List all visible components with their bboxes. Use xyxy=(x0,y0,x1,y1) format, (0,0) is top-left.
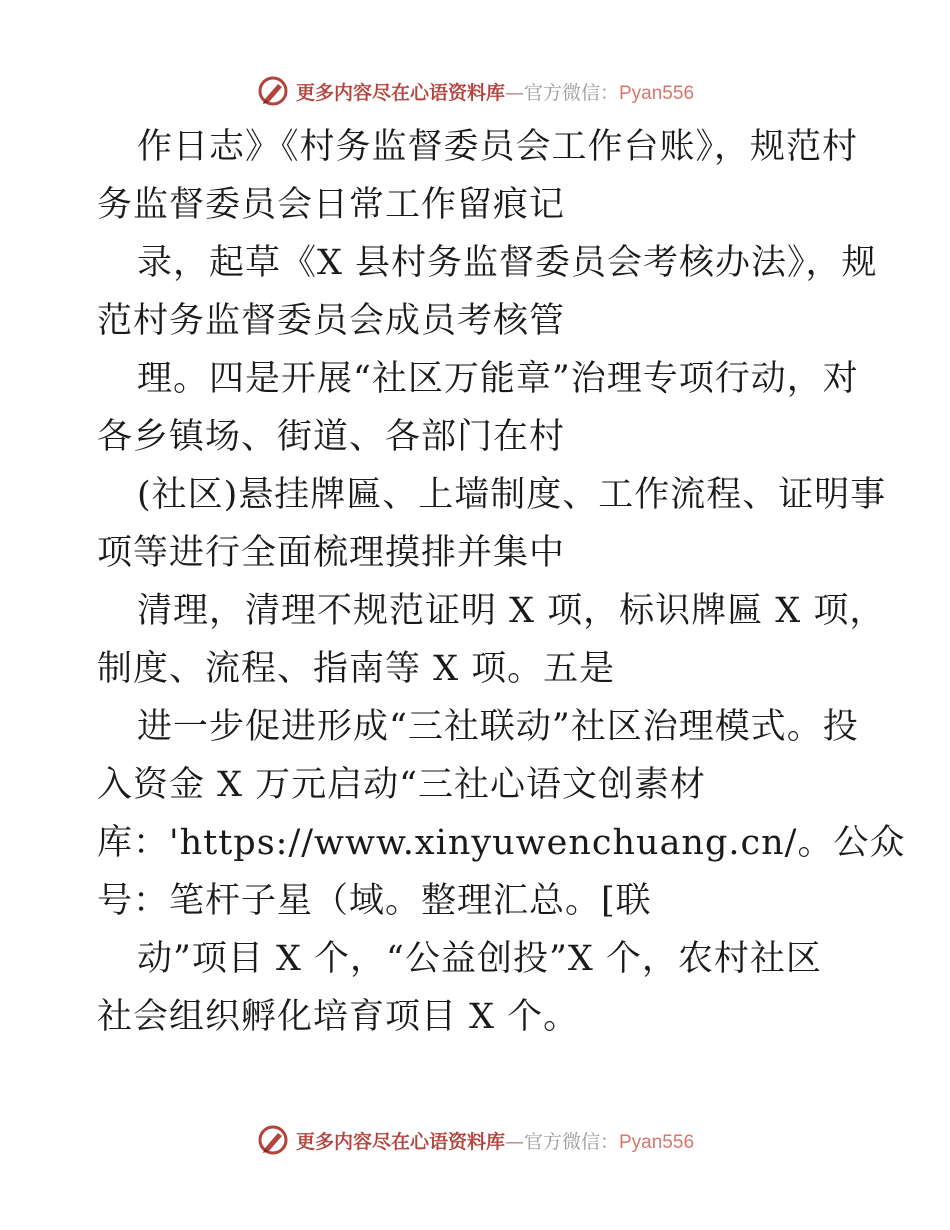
body-line: 入资金 X 万元启动“三社心语文创素材 xyxy=(97,765,707,805)
page-footer xyxy=(0,1120,950,1160)
page-header xyxy=(0,71,950,111)
body-line: 动”项目 X 个，“公益创投”X 个，农村社区 xyxy=(137,939,822,979)
pen-circle-logo-icon xyxy=(256,1123,290,1157)
body-line: (社区)悬挂牌匾、上墙制度、工作流程、证明事 xyxy=(137,475,887,515)
header-banner xyxy=(256,74,694,108)
body-line: 录，起草《X 县村务监督委员会考核办法》，规 xyxy=(137,243,878,283)
footer-banner-label: 官方微信： xyxy=(523,1130,619,1153)
body-line: 项等进行全面梳理摸排并集中 xyxy=(97,533,566,573)
body-line: 务监督委员会日常工作留痕记 xyxy=(97,185,566,225)
body-line: 范村务监督委员会成员考核管 xyxy=(97,301,566,341)
footer-banner-text xyxy=(296,1127,694,1154)
body-line: 作日志》《村务监督委员会工作台账》，规范村 xyxy=(137,127,859,167)
footer-banner-dash: — xyxy=(504,1130,524,1153)
body-line: 库：'https://www.xinyuwenchuang.cn/。公众 xyxy=(97,823,906,863)
pen-circle-logo-icon xyxy=(256,74,290,108)
header-banner-text xyxy=(296,78,694,105)
document-body xyxy=(97,118,906,1046)
body-line: 社会组织孵化培育项目 X 个。 xyxy=(97,997,580,1037)
body-line: 进一步促进形成“三社联动”社区治理模式。投 xyxy=(137,707,859,747)
body-line: 各乡镇场、街道、各部门在村 xyxy=(97,417,566,457)
body-line: 清理，清理不规范证明 X 项，标识牌匾 X 项， xyxy=(137,591,886,631)
footer-banner xyxy=(256,1123,694,1157)
header-banner-dash: — xyxy=(504,81,524,104)
header-banner-id: Pyan556 xyxy=(619,82,695,104)
body-line: 号：笔杆子星（域。整理汇总。[联 xyxy=(97,881,652,921)
body-line: 制度、流程、指南等 X 项。五是 xyxy=(97,649,616,689)
footer-banner-id: Pyan556 xyxy=(619,1131,695,1153)
body-line: 理。四是开展“社区万能章”治理专项行动，对 xyxy=(137,359,859,399)
header-banner-label: 官方微信： xyxy=(523,81,619,104)
footer-banner-main: 更多内容尽在心语资料库 xyxy=(295,1130,505,1153)
header-banner-main: 更多内容尽在心语资料库 xyxy=(295,81,505,104)
